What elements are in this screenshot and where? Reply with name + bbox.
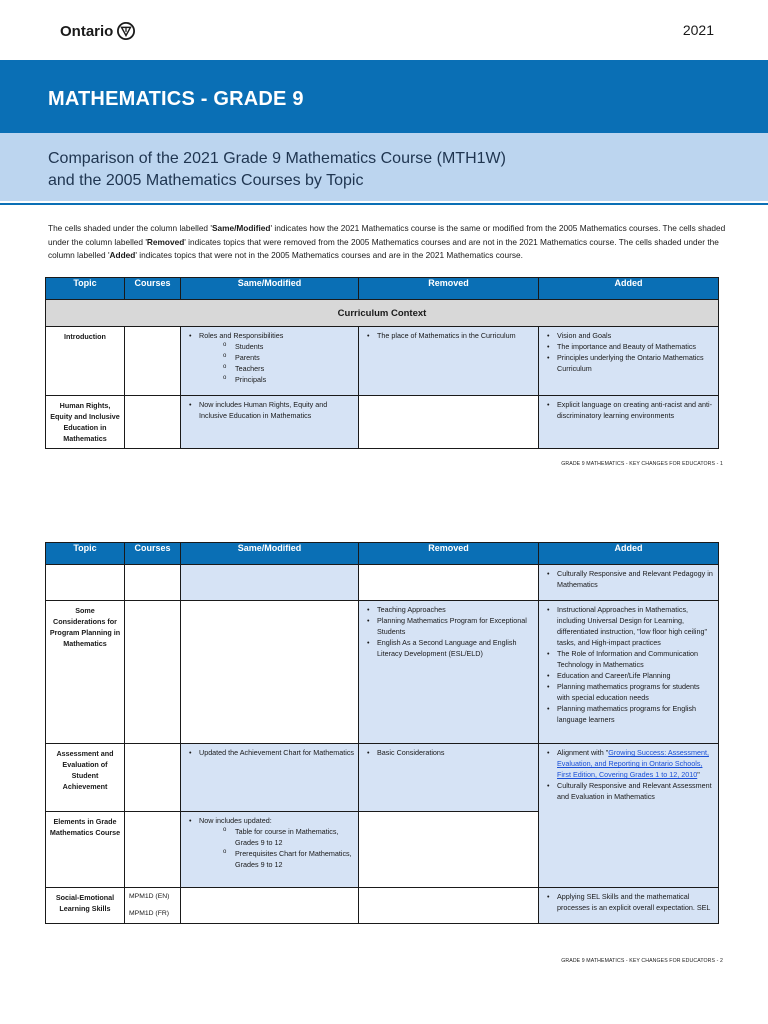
courses-cell — [125, 744, 181, 812]
intro-bold-same: Same/Modified — [211, 223, 271, 233]
list-item: • Teaching Approaches — [363, 604, 534, 615]
list-item — [185, 330, 354, 385]
sub-list-item: o Teachers — [221, 363, 354, 374]
table-row — [46, 565, 719, 601]
list-item: • Principles underlying the Ontario Mathematics Curriculum — [543, 352, 714, 374]
section-row — [46, 300, 719, 327]
added-cell — [539, 601, 719, 744]
growing-success-link[interactable]: Growing Success: Assessment, Evaluation, and Reporting in Ontario Schools, First Edition, Covering Grades 1 to 12, 2010 — [557, 748, 709, 779]
col-removed: Removed — [359, 543, 539, 565]
col-same-modified: Same/Modified — [181, 278, 359, 300]
section-title: Curriculum Context — [46, 300, 719, 327]
page-footer-2: GRADE 9 MATHEMATICS - KEY CHANGES FOR EDUCATORS - 2 — [561, 958, 723, 964]
col-same-modified: Same/Modified — [181, 543, 359, 565]
year-label: 2021 — [682, 22, 714, 38]
sub-list-item: o Principals — [221, 374, 354, 385]
intro-bold-added: Added — [109, 250, 136, 260]
list-item: • Applying SEL Skills and the mathematical processes is an explicit overall expectation. SEL — [543, 891, 714, 913]
col-courses: Courses — [125, 278, 181, 300]
table-header-row — [46, 543, 719, 565]
topic-cell: Assessment and Evaluation of Student Achievement — [46, 744, 125, 812]
topic-cell: Elements in Grade Mathematics Course — [46, 812, 125, 888]
table-row — [46, 744, 719, 812]
col-added: Added — [539, 278, 719, 300]
same-cell — [181, 601, 359, 744]
sub-list-item: o Prerequisites Chart for Mathematics, Grades 9 to 12 — [221, 848, 354, 870]
col-added: Added — [539, 543, 719, 565]
removed-cell — [359, 327, 539, 396]
table-row — [46, 396, 719, 449]
intro-text: ' indicates topics that were not in the 2005 Mathematics courses and are in the 2021 Mathematics course. — [135, 250, 523, 260]
added-cell — [539, 744, 719, 888]
added-cell — [539, 327, 719, 396]
courses-cell — [125, 327, 181, 396]
intro-text: The cells shaded under the column labelled ' — [48, 223, 212, 233]
list-item-text: Roles and Responsibilities — [199, 331, 284, 340]
added-cell — [539, 396, 719, 449]
table-row — [46, 888, 719, 924]
link-suffix: " — [697, 770, 700, 779]
table-header-row — [46, 278, 719, 300]
col-topic: Topic — [46, 543, 125, 565]
list-item-text: Now includes updated: — [199, 816, 272, 825]
logo-text: Ontario — [60, 22, 114, 40]
col-topic: Topic — [46, 278, 125, 300]
list-item: • Explicit language on creating anti-racist and anti-discriminatory learning environments — [543, 399, 714, 421]
list-item: • Planning mathematics programs for English language learners — [543, 703, 714, 725]
comparison-table-1 — [45, 277, 719, 449]
title-banner — [0, 60, 768, 133]
list-item: • Education and Career/Life Planning — [543, 670, 714, 681]
list-item: • Now includes Human Rights, Equity and Inclusive Education in Mathematics — [185, 399, 354, 421]
same-cell — [181, 565, 359, 601]
list-item: • The importance and Beauty of Mathematics — [543, 341, 714, 352]
removed-cell — [359, 744, 539, 812]
page-header — [0, 0, 768, 60]
added-cell — [539, 888, 719, 924]
courses-cell — [125, 396, 181, 449]
same-cell — [181, 744, 359, 812]
removed-cell — [359, 812, 539, 888]
list-item: • Planning mathematics programs for students with special education needs — [543, 681, 714, 703]
same-cell — [181, 812, 359, 888]
courses-cell — [125, 565, 181, 601]
trillium-icon — [117, 22, 135, 40]
list-item: • Planning Mathematics Program for Exceptional Students — [363, 615, 534, 637]
course-code: MPM1D (EN) — [129, 893, 170, 900]
section-divider — [0, 203, 768, 205]
intro-text: ' indicates how the 2021 Mathematics course is the same or modified from the 2005 Mathematics courses. The cells shaded under the column labelled ' — [48, 223, 726, 247]
page-footer-1: GRADE 9 MATHEMATICS - KEY CHANGES FOR EDUCATORS - 1 — [561, 461, 723, 467]
topic-cell: Introduction — [46, 327, 125, 396]
list-item — [543, 747, 714, 780]
comparison-table-2 — [45, 542, 719, 924]
list-item: • Basic Considerations — [363, 747, 534, 758]
sub-list-item: o Students — [221, 341, 354, 352]
list-item: • Instructional Approaches in Mathematics, including Universal Design for Learning, differentiated instruction, "low floor high ceiling" tasks, and High-impact practices — [543, 604, 714, 648]
list-item: • The place of Mathematics in the Curriculum — [363, 330, 534, 341]
removed-cell — [359, 565, 539, 601]
list-item — [185, 815, 354, 870]
ontario-logo[interactable] — [60, 22, 135, 40]
added-cell — [539, 565, 719, 601]
topic-cell — [46, 565, 125, 601]
intro-text: ' indicates topics that were removed from the 2005 Mathematics courses and are not in the 2021 Mathematics course. The cells shaded under the column labelled ' — [48, 236, 719, 260]
list-item: • Culturally Responsive and Relevant Pedagogy in Mathematics — [543, 568, 714, 590]
table-row — [46, 327, 719, 396]
page-title: MATHEMATICS - GRADE 9 — [48, 88, 304, 110]
table-row — [46, 601, 719, 744]
link-prefix: Alignment with " — [557, 748, 609, 757]
same-cell — [181, 888, 359, 924]
topic-cell: Human Rights, Equity and Inclusive Education in Mathematics — [46, 396, 125, 449]
topic-cell: Some Considerations for Program Planning in Mathematics — [46, 601, 125, 744]
sub-list-item: o Table for course in Mathematics, Grades 9 to 12 — [221, 826, 354, 848]
course-code: MPM1D (FR) — [129, 910, 170, 917]
list-item: • The Role of Information and Communication Technology in Mathematics — [543, 648, 714, 670]
col-courses: Courses — [125, 543, 181, 565]
removed-cell — [359, 601, 539, 744]
subtitle-banner — [0, 133, 768, 201]
courses-cell — [125, 888, 181, 924]
subtitle-line-2: and the 2005 Mathematics Courses by Topic — [48, 172, 364, 189]
list-item: • English As a Second Language and English Literacy Development (ESL/ELD) — [363, 637, 534, 659]
topic-cell: Social-Emotional Learning Skills — [46, 888, 125, 924]
list-item: • Updated the Achievement Chart for Mathematics — [185, 747, 354, 758]
list-item: • Vision and Goals — [543, 330, 714, 341]
same-cell — [181, 396, 359, 449]
subtitle-line-1: Comparison of the 2021 Grade 9 Mathematics Course (MTH1W) — [48, 150, 506, 167]
courses-cell — [125, 601, 181, 744]
sub-list-item: o Parents — [221, 352, 354, 363]
removed-cell — [359, 396, 539, 449]
same-cell — [181, 327, 359, 396]
intro-paragraph — [48, 222, 728, 263]
removed-cell — [359, 888, 539, 924]
intro-bold-removed: Removed — [146, 236, 185, 247]
list-item: • Culturally Responsive and Relevant Assessment and Evaluation in Mathematics — [543, 780, 714, 802]
courses-cell — [125, 812, 181, 888]
col-removed: Removed — [359, 278, 539, 300]
